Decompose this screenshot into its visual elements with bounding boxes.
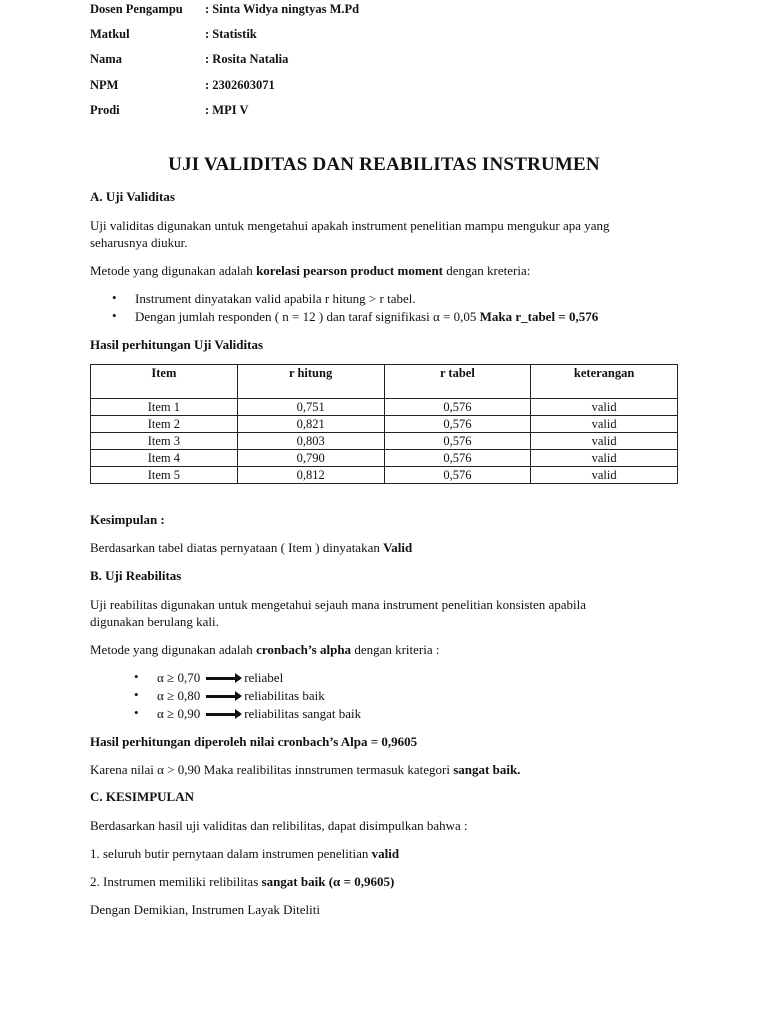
section-a-bullet-2 xyxy=(135,309,598,325)
table-cell: 0,576 xyxy=(384,450,531,467)
table-cell: 0,812 xyxy=(237,467,384,484)
section-c-point-1 xyxy=(90,846,399,862)
method-text: Metode yang digunakan adalah xyxy=(90,642,257,657)
criteria-result: reliabilitas baik xyxy=(244,688,325,703)
section-a-bullet-1: Instrument dinyatakan valid apabila r hitung > r tabel. xyxy=(135,291,416,306)
table-cell: Item 3 xyxy=(91,433,238,450)
table-cell: Item 5 xyxy=(91,467,238,484)
table-cell: 0,576 xyxy=(384,467,531,484)
table-cell: Item 2 xyxy=(91,416,238,433)
conclusion-heading: Kesimpulan : xyxy=(90,512,165,527)
table-cell: 0,576 xyxy=(384,416,531,433)
header-value-matkul: : Statistik xyxy=(205,27,257,41)
conclusion-text xyxy=(90,540,412,556)
table-row xyxy=(91,399,678,416)
header-label-prodi: Prodi xyxy=(90,103,120,117)
table-cell: valid xyxy=(531,433,678,450)
table-cell: Item 4 xyxy=(91,450,238,467)
criteria-result: reliabel xyxy=(244,670,284,685)
table-row xyxy=(91,467,678,484)
table-cell: Item 1 xyxy=(91,399,238,416)
criteria-item xyxy=(157,670,283,686)
table-row xyxy=(91,416,678,433)
point-1-bold: valid xyxy=(371,846,400,861)
table-cell: 0,751 xyxy=(237,399,384,416)
table-cell: 0,576 xyxy=(384,399,531,416)
table-row xyxy=(91,433,678,450)
table-header-row xyxy=(91,365,678,399)
arrow-right-icon xyxy=(206,677,240,680)
table-cell: 0,576 xyxy=(384,433,531,450)
page-title: UJI VALIDITAS DAN REABILITAS INSTRUMEN xyxy=(168,154,600,175)
criteria-condition: α ≥ 0,80 xyxy=(157,688,201,703)
validity-table xyxy=(90,364,678,484)
section-b-heading: B. Uji Reabilitas xyxy=(90,568,182,583)
header-label-nama: Nama xyxy=(90,52,122,66)
point-2-text: 2. Instrumen memiliki relibilitas xyxy=(90,874,262,889)
table-cell: valid xyxy=(531,467,678,484)
criteria-item xyxy=(157,688,325,704)
table-cell: valid xyxy=(531,399,678,416)
arrow-right-icon xyxy=(206,695,240,698)
col-header-keterangan: keterangan xyxy=(531,365,678,399)
section-a-intro-line2: seharusnya diukur. xyxy=(90,235,188,250)
table-row xyxy=(91,450,678,467)
point-1-text: 1. seluruh butir pernytaan dalam instrumen penelitian xyxy=(90,846,372,861)
method-name: cronbach’s alpha xyxy=(256,642,352,657)
reliability-category-value: sangat baik. xyxy=(453,762,521,777)
table-heading: Hasil perhitungan Uji Validitas xyxy=(90,337,264,352)
table-cell: 0,821 xyxy=(237,416,384,433)
section-b-intro-line2: digunakan berulang kali. xyxy=(90,614,219,629)
reliability-category-text: Karena nilai α > 0,90 Maka realibilitas innstrumen termasuk kategori xyxy=(90,762,454,777)
col-header-item: Item xyxy=(91,365,238,399)
table-cell: 0,803 xyxy=(237,433,384,450)
method-text-end: dengan kreteria: xyxy=(443,263,531,278)
table-cell: valid xyxy=(531,416,678,433)
header-label-npm: NPM xyxy=(90,78,119,92)
reliability-category xyxy=(90,762,520,778)
criteria-condition: α ≥ 0,70 xyxy=(157,670,201,685)
section-a-heading: A. Uji Validitas xyxy=(90,189,175,204)
section-c-closing: Dengan Demikian, Instrumen Layak Diteliti xyxy=(90,902,320,917)
header-value-npm: : 2302603071 xyxy=(205,78,275,92)
conclusion-text-body: Berdasarkan tabel diatas pernyataan ( Item ) dinyatakan xyxy=(90,540,384,555)
section-a-method xyxy=(90,263,530,279)
col-header-r-hitung: r hitung xyxy=(237,365,384,399)
cronbach-result: Hasil perhitungan diperoleh nilai cronbach’s Alpa = 0,9605 xyxy=(90,734,418,749)
section-a-intro-line1: Uji validitas digunakan untuk mengetahui apakah instrument penelitian mampu mengukur apa yang xyxy=(90,218,610,233)
bullet-dot-icon: • xyxy=(112,308,117,323)
method-text-end: dengan kriteria : xyxy=(351,642,440,657)
method-text: Metode yang digunakan adalah xyxy=(90,263,257,278)
conclusion-valid: Valid xyxy=(383,540,413,555)
header-value-dosen: : Sinta Widya ningtyas M.Pd xyxy=(205,2,360,16)
bullet-dot-icon: • xyxy=(134,669,139,684)
criteria-condition: α ≥ 0,90 xyxy=(157,706,201,721)
criteria-result: reliabilitas sangat baik xyxy=(244,706,362,721)
bullet-dot-icon: • xyxy=(134,705,139,720)
point-2-bold: sangat baik (α = 0,9605) xyxy=(261,874,395,889)
bullet-dot-icon: • xyxy=(112,290,117,305)
section-c-point-2 xyxy=(90,874,394,890)
section-b-method xyxy=(90,642,440,658)
col-header-r-tabel: r tabel xyxy=(384,365,531,399)
bullet-2-rtabel: Maka r_tabel = 0,576 xyxy=(479,309,599,324)
bullet-dot-icon: • xyxy=(134,687,139,702)
arrow-right-icon xyxy=(206,713,240,716)
section-c-heading: C. KESIMPULAN xyxy=(90,789,195,804)
header-label-matkul: Matkul xyxy=(90,27,130,41)
table-cell: valid xyxy=(531,450,678,467)
bullet-2-text: Dengan jumlah responden ( n = 12 ) dan taraf signifikasi α = 0,05 xyxy=(135,309,480,324)
criteria-item xyxy=(157,706,361,722)
table-cell: 0,790 xyxy=(237,450,384,467)
header-value-nama: : Rosita Natalia xyxy=(205,52,289,66)
section-c-intro: Berdasarkan hasil uji validitas dan relibilitas, dapat disimpulkan bahwa : xyxy=(90,818,468,833)
header-label-dosen: Dosen Pengampu xyxy=(90,2,183,16)
method-name: korelasi pearson product moment xyxy=(256,263,444,278)
section-b-intro-line1: Uji reabilitas digunakan untuk mengetahui sejauh mana instrument penelitian konsisten apabila xyxy=(90,597,587,612)
header-value-prodi: : MPI V xyxy=(205,103,249,117)
